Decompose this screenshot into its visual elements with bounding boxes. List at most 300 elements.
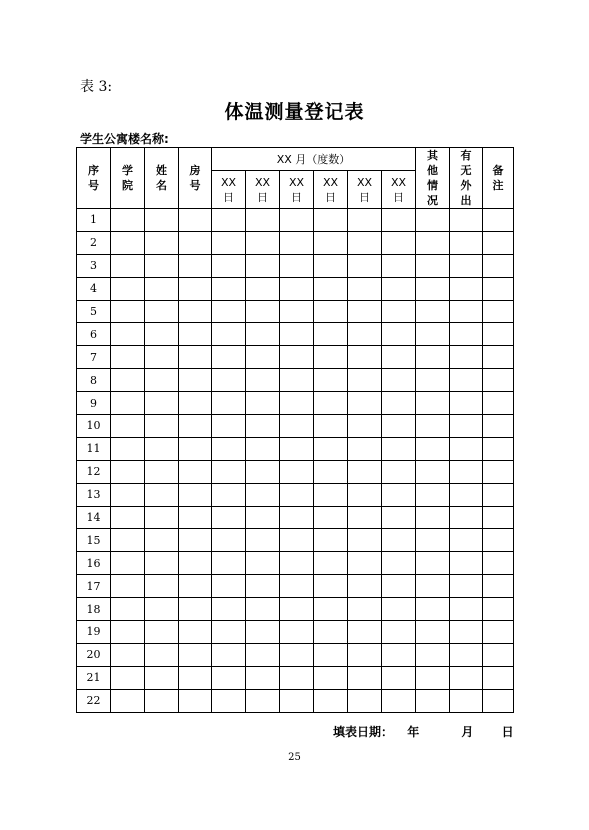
year-label: 年	[407, 725, 420, 739]
blank-cell[interactable]	[416, 666, 450, 689]
blank-cell[interactable]	[111, 552, 145, 575]
blank-cell[interactable]	[246, 666, 280, 689]
table-row	[77, 552, 514, 575]
blank-cell[interactable]	[111, 392, 145, 415]
blank-cell[interactable]	[483, 346, 514, 369]
blank-cell[interactable]	[212, 323, 246, 346]
blank-cell[interactable]	[314, 643, 348, 666]
blank-cell[interactable]	[145, 209, 179, 232]
blank-cell[interactable]	[450, 689, 483, 712]
blank-cell[interactable]	[314, 575, 348, 598]
blank-cell[interactable]	[246, 643, 280, 666]
blank-cell[interactable]	[111, 346, 145, 369]
blank-cell[interactable]	[111, 575, 145, 598]
blank-cell[interactable]	[450, 323, 483, 346]
blank-cell[interactable]	[111, 598, 145, 621]
blank-cell[interactable]	[314, 437, 348, 460]
table-row	[77, 415, 514, 438]
blank-cell[interactable]	[246, 392, 280, 415]
blank-cell[interactable]	[280, 277, 314, 300]
header-day: XX日	[348, 171, 382, 209]
blank-cell[interactable]	[111, 483, 145, 506]
blank-cell[interactable]	[416, 506, 450, 529]
blank-cell[interactable]	[212, 598, 246, 621]
blank-cell[interactable]	[111, 689, 145, 712]
row-number: 1	[77, 209, 111, 232]
blank-cell[interactable]	[111, 460, 145, 483]
blank-cell[interactable]	[246, 621, 280, 644]
blank-cell[interactable]	[382, 552, 416, 575]
blank-cell[interactable]	[280, 689, 314, 712]
blank-cell[interactable]	[483, 460, 514, 483]
blank-cell[interactable]	[246, 231, 280, 254]
blank-cell[interactable]	[179, 437, 212, 460]
blank-cell[interactable]	[450, 506, 483, 529]
blank-cell[interactable]	[382, 346, 416, 369]
table-row	[77, 300, 514, 323]
blank-cell[interactable]	[280, 392, 314, 415]
header-seq: 序号	[77, 148, 111, 209]
blank-cell[interactable]	[111, 369, 145, 392]
blank-cell[interactable]	[450, 598, 483, 621]
blank-cell[interactable]	[450, 231, 483, 254]
blank-cell[interactable]	[246, 254, 280, 277]
blank-cell[interactable]	[483, 598, 514, 621]
blank-cell[interactable]	[416, 460, 450, 483]
blank-cell[interactable]	[145, 231, 179, 254]
blank-cell[interactable]	[212, 209, 246, 232]
blank-cell[interactable]	[212, 231, 246, 254]
blank-cell[interactable]	[348, 392, 382, 415]
blank-cell[interactable]	[212, 483, 246, 506]
fill-date-line	[333, 723, 514, 740]
blank-cell[interactable]	[348, 483, 382, 506]
blank-cell[interactable]	[348, 460, 382, 483]
blank-cell[interactable]	[348, 621, 382, 644]
table-row	[77, 598, 514, 621]
blank-cell[interactable]	[212, 575, 246, 598]
blank-cell[interactable]	[483, 483, 514, 506]
blank-cell[interactable]	[280, 506, 314, 529]
blank-cell[interactable]	[348, 689, 382, 712]
blank-cell[interactable]	[450, 346, 483, 369]
blank-cell[interactable]	[145, 643, 179, 666]
blank-cell[interactable]	[145, 277, 179, 300]
blank-cell[interactable]	[450, 460, 483, 483]
blank-cell[interactable]	[246, 552, 280, 575]
header-month: XX 月（度数）	[212, 148, 416, 171]
blank-cell[interactable]	[382, 643, 416, 666]
blank-cell[interactable]	[179, 529, 212, 552]
blank-cell[interactable]	[179, 323, 212, 346]
blank-cell[interactable]	[179, 415, 212, 438]
blank-cell[interactable]	[483, 323, 514, 346]
blank-cell[interactable]	[212, 529, 246, 552]
blank-cell[interactable]	[416, 209, 450, 232]
blank-cell[interactable]	[348, 209, 382, 232]
blank-cell[interactable]	[179, 552, 212, 575]
blank-cell[interactable]	[212, 369, 246, 392]
blank-cell[interactable]	[280, 643, 314, 666]
blank-cell[interactable]	[416, 483, 450, 506]
blank-cell[interactable]	[450, 392, 483, 415]
blank-cell[interactable]	[280, 254, 314, 277]
blank-cell[interactable]	[179, 689, 212, 712]
blank-cell[interactable]	[212, 689, 246, 712]
row-number: 10	[77, 415, 111, 438]
blank-cell[interactable]	[314, 300, 348, 323]
blank-cell[interactable]	[416, 392, 450, 415]
blank-cell[interactable]	[246, 300, 280, 323]
blank-cell[interactable]	[246, 277, 280, 300]
blank-cell[interactable]	[314, 277, 348, 300]
blank-cell[interactable]	[348, 666, 382, 689]
blank-cell[interactable]	[483, 666, 514, 689]
blank-cell[interactable]	[382, 689, 416, 712]
blank-cell[interactable]	[280, 369, 314, 392]
blank-cell[interactable]	[483, 254, 514, 277]
blank-cell[interactable]	[382, 323, 416, 346]
blank-cell[interactable]	[483, 277, 514, 300]
blank-cell[interactable]	[314, 460, 348, 483]
blank-cell[interactable]	[348, 346, 382, 369]
blank-cell[interactable]	[416, 437, 450, 460]
blank-cell[interactable]	[280, 437, 314, 460]
blank-cell[interactable]	[111, 666, 145, 689]
table-row	[77, 209, 514, 232]
blank-cell[interactable]	[145, 529, 179, 552]
blank-cell[interactable]	[280, 415, 314, 438]
blank-cell[interactable]	[314, 369, 348, 392]
blank-cell[interactable]	[111, 209, 145, 232]
blank-cell[interactable]	[111, 643, 145, 666]
blank-cell[interactable]	[416, 621, 450, 644]
blank-cell[interactable]	[314, 689, 348, 712]
blank-cell[interactable]	[111, 254, 145, 277]
blank-cell[interactable]	[348, 231, 382, 254]
blank-cell[interactable]	[314, 621, 348, 644]
blank-cell[interactable]	[145, 689, 179, 712]
blank-cell[interactable]	[280, 621, 314, 644]
blank-cell[interactable]	[179, 666, 212, 689]
blank-cell[interactable]	[483, 621, 514, 644]
blank-cell[interactable]	[179, 575, 212, 598]
blank-cell[interactable]	[246, 483, 280, 506]
blank-cell[interactable]	[382, 277, 416, 300]
blank-cell[interactable]	[416, 254, 450, 277]
blank-cell[interactable]	[382, 231, 416, 254]
blank-cell[interactable]	[348, 643, 382, 666]
blank-cell[interactable]	[483, 437, 514, 460]
blank-cell[interactable]	[314, 598, 348, 621]
header-remark: 备注	[483, 148, 514, 209]
blank-cell[interactable]	[179, 598, 212, 621]
blank-cell[interactable]	[483, 369, 514, 392]
document-title: 体温测量登记表	[224, 101, 365, 123]
blank-cell[interactable]	[246, 689, 280, 712]
blank-cell[interactable]	[280, 598, 314, 621]
blank-cell[interactable]	[111, 621, 145, 644]
table-row	[77, 529, 514, 552]
row-number: 20	[77, 643, 111, 666]
blank-cell[interactable]	[280, 460, 314, 483]
blank-cell[interactable]	[483, 392, 514, 415]
blank-cell[interactable]	[111, 277, 145, 300]
blank-cell[interactable]	[483, 415, 514, 438]
blank-cell[interactable]	[280, 529, 314, 552]
blank-cell[interactable]	[280, 209, 314, 232]
blank-cell[interactable]	[348, 506, 382, 529]
row-number: 22	[77, 689, 111, 712]
blank-cell[interactable]	[280, 346, 314, 369]
blank-cell[interactable]	[145, 415, 179, 438]
blank-cell[interactable]	[348, 575, 382, 598]
blank-cell[interactable]	[348, 369, 382, 392]
blank-cell[interactable]	[314, 323, 348, 346]
blank-cell[interactable]	[145, 369, 179, 392]
blank-cell[interactable]	[145, 392, 179, 415]
blank-cell[interactable]	[179, 506, 212, 529]
blank-cell[interactable]	[348, 254, 382, 277]
blank-cell[interactable]	[212, 506, 246, 529]
header-day: XX日	[246, 171, 280, 209]
row-number: 11	[77, 437, 111, 460]
blank-cell[interactable]	[483, 300, 514, 323]
blank-cell[interactable]	[179, 346, 212, 369]
blank-cell[interactable]	[111, 415, 145, 438]
blank-cell[interactable]	[348, 598, 382, 621]
blank-cell[interactable]	[416, 415, 450, 438]
blank-cell[interactable]	[483, 529, 514, 552]
blank-cell[interactable]	[314, 209, 348, 232]
blank-cell[interactable]	[145, 483, 179, 506]
blank-cell[interactable]	[416, 231, 450, 254]
blank-cell[interactable]	[314, 415, 348, 438]
blank-cell[interactable]	[382, 300, 416, 323]
blank-cell[interactable]	[212, 346, 246, 369]
blank-cell[interactable]	[382, 254, 416, 277]
blank-cell[interactable]	[111, 529, 145, 552]
blank-cell[interactable]	[179, 254, 212, 277]
blank-cell[interactable]	[145, 254, 179, 277]
blank-cell[interactable]	[145, 323, 179, 346]
blank-cell[interactable]	[246, 506, 280, 529]
blank-cell[interactable]	[416, 529, 450, 552]
temperature-register-table	[76, 147, 514, 713]
blank-cell[interactable]	[145, 506, 179, 529]
blank-cell[interactable]	[450, 209, 483, 232]
table-body	[77, 209, 514, 713]
blank-cell[interactable]	[382, 392, 416, 415]
blank-cell[interactable]	[246, 209, 280, 232]
blank-cell[interactable]	[212, 666, 246, 689]
blank-cell[interactable]	[314, 506, 348, 529]
table-row	[77, 392, 514, 415]
blank-cell[interactable]	[111, 231, 145, 254]
blank-cell[interactable]	[314, 529, 348, 552]
blank-cell[interactable]	[416, 643, 450, 666]
blank-cell[interactable]	[179, 392, 212, 415]
blank-cell[interactable]	[212, 552, 246, 575]
blank-cell[interactable]	[416, 277, 450, 300]
blank-cell[interactable]	[179, 231, 212, 254]
blank-cell[interactable]	[483, 575, 514, 598]
blank-cell[interactable]	[348, 552, 382, 575]
blank-cell[interactable]	[483, 689, 514, 712]
blank-cell[interactable]	[450, 666, 483, 689]
blank-cell[interactable]	[111, 323, 145, 346]
blank-cell[interactable]	[450, 437, 483, 460]
blank-cell[interactable]	[280, 323, 314, 346]
blank-cell[interactable]	[145, 460, 179, 483]
blank-cell[interactable]	[314, 666, 348, 689]
row-number: 2	[77, 231, 111, 254]
blank-cell[interactable]	[348, 277, 382, 300]
blank-cell[interactable]	[416, 346, 450, 369]
table-row	[77, 369, 514, 392]
blank-cell[interactable]	[382, 621, 416, 644]
blank-cell[interactable]	[145, 621, 179, 644]
blank-cell[interactable]	[212, 621, 246, 644]
blank-cell[interactable]	[179, 643, 212, 666]
blank-cell[interactable]	[348, 300, 382, 323]
blank-cell[interactable]	[450, 277, 483, 300]
blank-cell[interactable]	[246, 346, 280, 369]
blank-cell[interactable]	[450, 254, 483, 277]
blank-cell[interactable]	[382, 209, 416, 232]
blank-cell[interactable]	[246, 437, 280, 460]
blank-cell[interactable]	[111, 437, 145, 460]
blank-cell[interactable]	[483, 552, 514, 575]
header-college: 学院	[111, 148, 145, 209]
blank-cell[interactable]	[280, 483, 314, 506]
blank-cell[interactable]	[246, 575, 280, 598]
blank-cell[interactable]	[111, 506, 145, 529]
blank-cell[interactable]	[314, 254, 348, 277]
blank-cell[interactable]	[382, 666, 416, 689]
blank-cell[interactable]	[382, 506, 416, 529]
blank-cell[interactable]	[314, 483, 348, 506]
row-number: 7	[77, 346, 111, 369]
blank-cell[interactable]	[179, 621, 212, 644]
blank-cell[interactable]	[416, 689, 450, 712]
row-number: 19	[77, 621, 111, 644]
blank-cell[interactable]	[483, 209, 514, 232]
blank-cell[interactable]	[348, 529, 382, 552]
blank-cell[interactable]	[382, 415, 416, 438]
blank-cell[interactable]	[212, 415, 246, 438]
blank-cell[interactable]	[382, 460, 416, 483]
blank-cell[interactable]	[382, 437, 416, 460]
blank-cell[interactable]	[450, 529, 483, 552]
blank-cell[interactable]	[179, 300, 212, 323]
blank-cell[interactable]	[450, 621, 483, 644]
blank-cell[interactable]	[450, 643, 483, 666]
blank-cell[interactable]	[212, 300, 246, 323]
row-number: 17	[77, 575, 111, 598]
blank-cell[interactable]	[280, 231, 314, 254]
blank-cell[interactable]	[382, 369, 416, 392]
blank-cell[interactable]	[246, 323, 280, 346]
blank-cell[interactable]	[450, 300, 483, 323]
blank-cell[interactable]	[382, 598, 416, 621]
table-row	[77, 621, 514, 644]
blank-cell[interactable]	[212, 643, 246, 666]
blank-cell[interactable]	[246, 415, 280, 438]
blank-cell[interactable]	[416, 552, 450, 575]
blank-cell[interactable]	[246, 369, 280, 392]
blank-cell[interactable]	[145, 346, 179, 369]
fill-date-label: 填表日期：	[333, 725, 394, 739]
blank-cell[interactable]	[348, 323, 382, 346]
blank-cell[interactable]	[483, 506, 514, 529]
blank-cell[interactable]	[280, 552, 314, 575]
blank-cell[interactable]	[145, 575, 179, 598]
blank-cell[interactable]	[450, 483, 483, 506]
blank-cell[interactable]	[382, 483, 416, 506]
blank-cell[interactable]	[212, 437, 246, 460]
blank-cell[interactable]	[246, 529, 280, 552]
blank-cell[interactable]	[212, 254, 246, 277]
blank-cell[interactable]	[416, 575, 450, 598]
blank-cell[interactable]	[314, 392, 348, 415]
blank-cell[interactable]	[416, 300, 450, 323]
blank-cell[interactable]	[179, 209, 212, 232]
blank-cell[interactable]	[179, 369, 212, 392]
blank-cell[interactable]	[416, 598, 450, 621]
blank-cell[interactable]	[179, 277, 212, 300]
blank-cell[interactable]	[111, 300, 145, 323]
blank-cell[interactable]	[145, 598, 179, 621]
blank-cell[interactable]	[212, 460, 246, 483]
blank-cell[interactable]	[450, 552, 483, 575]
page-number: 25	[288, 752, 301, 763]
blank-cell[interactable]	[145, 666, 179, 689]
table-row	[77, 254, 514, 277]
blank-cell[interactable]	[145, 437, 179, 460]
blank-cell[interactable]	[280, 300, 314, 323]
blank-cell[interactable]	[179, 460, 212, 483]
blank-cell[interactable]	[212, 392, 246, 415]
blank-cell[interactable]	[483, 231, 514, 254]
blank-cell[interactable]	[416, 369, 450, 392]
blank-cell[interactable]	[382, 575, 416, 598]
blank-cell[interactable]	[348, 437, 382, 460]
blank-cell[interactable]	[280, 575, 314, 598]
blank-cell[interactable]	[450, 575, 483, 598]
day-label: 日	[501, 725, 514, 739]
blank-cell[interactable]	[483, 643, 514, 666]
table-row	[77, 277, 514, 300]
blank-cell[interactable]	[145, 300, 179, 323]
blank-cell[interactable]	[280, 666, 314, 689]
blank-cell[interactable]	[145, 552, 179, 575]
table-row	[77, 231, 514, 254]
blank-cell[interactable]	[450, 369, 483, 392]
blank-cell[interactable]	[450, 415, 483, 438]
blank-cell[interactable]	[179, 483, 212, 506]
blank-cell[interactable]	[246, 460, 280, 483]
blank-cell[interactable]	[314, 552, 348, 575]
blank-cell[interactable]	[314, 346, 348, 369]
blank-cell[interactable]	[416, 323, 450, 346]
blank-cell[interactable]	[382, 529, 416, 552]
blank-cell[interactable]	[314, 231, 348, 254]
blank-cell[interactable]	[246, 598, 280, 621]
table-label: 表 3:	[80, 79, 113, 95]
blank-cell[interactable]	[348, 415, 382, 438]
blank-cell[interactable]	[212, 277, 246, 300]
